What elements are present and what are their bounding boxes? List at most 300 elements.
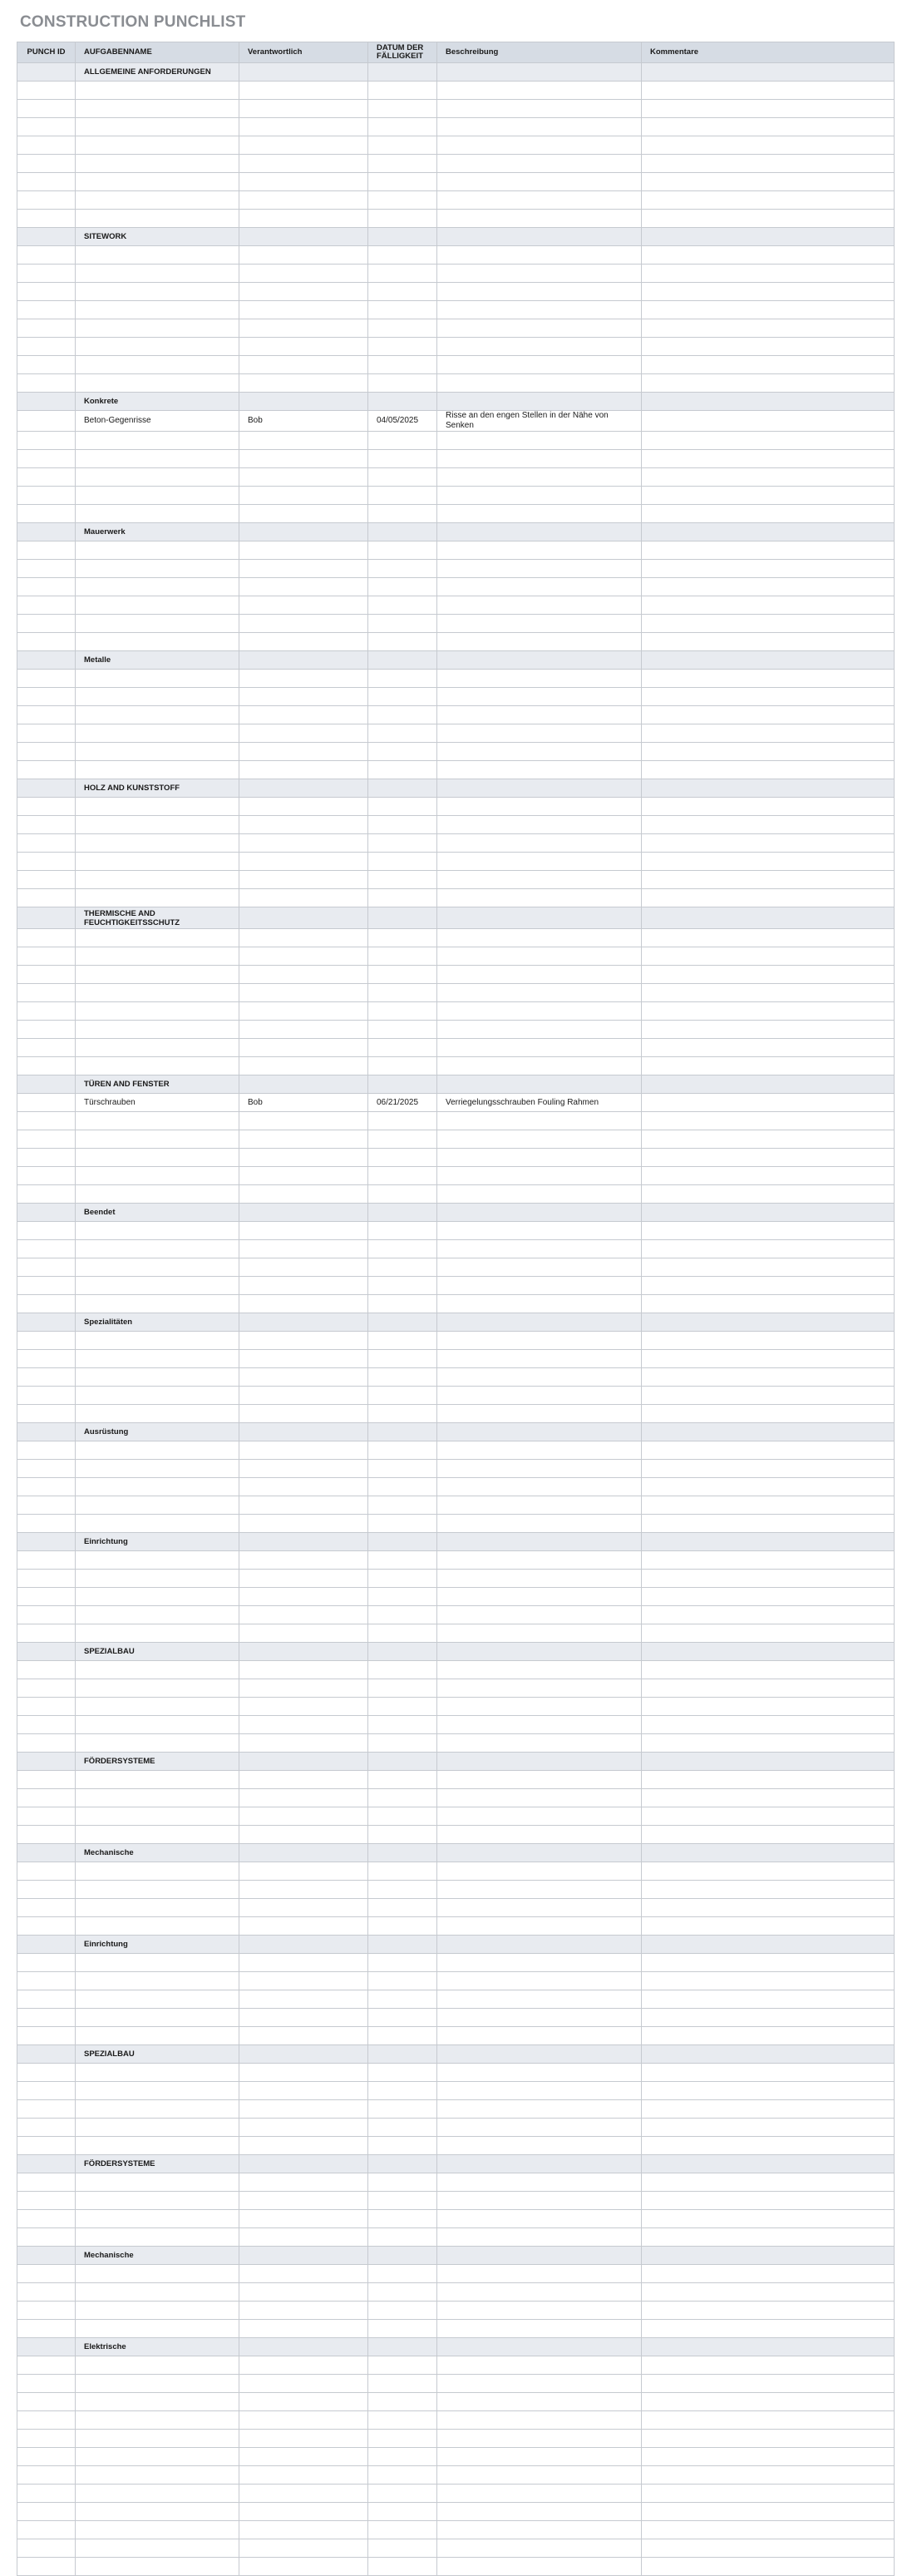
owner-cell[interactable]: [239, 450, 368, 468]
task-name-cell[interactable]: [76, 1972, 239, 1990]
due-date-cell[interactable]: [368, 2265, 437, 2283]
due-date-cell[interactable]: [368, 155, 437, 173]
description-cell[interactable]: [437, 1789, 642, 1807]
owner-cell[interactable]: [239, 633, 368, 651]
due-date-cell[interactable]: [368, 1167, 437, 1185]
comments-cell[interactable]: [642, 1679, 895, 1698]
comments-cell[interactable]: [642, 947, 895, 966]
due-date-cell[interactable]: [368, 761, 437, 779]
due-date-cell[interactable]: [368, 2558, 437, 2576]
comments-cell[interactable]: [642, 1990, 895, 2009]
punch-id-cell[interactable]: [17, 1002, 76, 1021]
punch-id-cell[interactable]: [17, 1771, 76, 1789]
owner-cell[interactable]: [239, 1112, 368, 1130]
description-cell[interactable]: [437, 1570, 642, 1588]
comments-cell[interactable]: [642, 1771, 895, 1789]
due-date-cell[interactable]: [368, 2009, 437, 2027]
due-date-cell[interactable]: [368, 798, 437, 816]
task-name-cell[interactable]: [76, 2027, 239, 2045]
owner-cell[interactable]: [239, 2356, 368, 2375]
owner-cell[interactable]: [239, 1734, 368, 1753]
punch-id-cell[interactable]: [17, 1149, 76, 1167]
description-cell[interactable]: [437, 2302, 642, 2320]
due-date-cell[interactable]: [368, 947, 437, 966]
comments-cell[interactable]: [642, 1460, 895, 1478]
task-name-cell[interactable]: [76, 283, 239, 301]
punch-id-cell[interactable]: [17, 1716, 76, 1734]
comments-cell[interactable]: [642, 1570, 895, 1588]
due-date-cell[interactable]: [368, 615, 437, 633]
comments-cell[interactable]: [642, 1789, 895, 1807]
owner-cell[interactable]: [239, 1698, 368, 1716]
comments-cell[interactable]: [642, 1862, 895, 1881]
due-date-cell[interactable]: [368, 1460, 437, 1478]
owner-cell[interactable]: [239, 1496, 368, 1515]
comments-cell[interactable]: [642, 578, 895, 596]
due-date-cell[interactable]: [368, 1185, 437, 1204]
owner-cell[interactable]: [239, 1917, 368, 1936]
due-date-cell[interactable]: [368, 1478, 437, 1496]
due-date-cell[interactable]: [368, 2539, 437, 2558]
due-date-cell[interactable]: [368, 1807, 437, 1826]
due-date-cell[interactable]: [368, 706, 437, 724]
punch-id-cell[interactable]: [17, 505, 76, 523]
task-name-cell[interactable]: [76, 1405, 239, 1423]
owner-cell[interactable]: [239, 136, 368, 155]
punch-id-cell[interactable]: [17, 2356, 76, 2375]
due-date-cell[interactable]: [368, 2411, 437, 2430]
task-name-cell[interactable]: [76, 1624, 239, 1643]
punch-id-cell[interactable]: [17, 596, 76, 615]
comments-cell[interactable]: [642, 706, 895, 724]
owner-cell[interactable]: [239, 578, 368, 596]
task-name-cell[interactable]: [76, 2320, 239, 2338]
punch-id-cell[interactable]: [17, 283, 76, 301]
punch-id-cell[interactable]: [17, 1478, 76, 1496]
task-name-cell[interactable]: [76, 1460, 239, 1478]
owner-cell[interactable]: [239, 2100, 368, 2119]
description-cell[interactable]: [437, 1478, 642, 1496]
owner-cell[interactable]: [239, 191, 368, 210]
task-name-cell[interactable]: [76, 2411, 239, 2430]
owner-cell[interactable]: [239, 1990, 368, 2009]
comments-cell[interactable]: [642, 100, 895, 118]
comments-cell[interactable]: [642, 2137, 895, 2155]
punch-id-cell[interactable]: [17, 1917, 76, 1936]
comments-cell[interactable]: [642, 1295, 895, 1313]
punch-id-cell[interactable]: [17, 560, 76, 578]
description-cell[interactable]: [437, 2448, 642, 2466]
owner-cell[interactable]: [239, 301, 368, 319]
comments-cell[interactable]: [642, 155, 895, 173]
owner-cell[interactable]: [239, 246, 368, 265]
task-name-cell[interactable]: [76, 301, 239, 319]
owner-cell[interactable]: [239, 155, 368, 173]
task-name-cell[interactable]: [76, 1112, 239, 1130]
punch-id-cell[interactable]: [17, 761, 76, 779]
due-date-cell[interactable]: [368, 136, 437, 155]
comments-cell[interactable]: [642, 1021, 895, 1039]
task-name-cell[interactable]: [76, 2485, 239, 2503]
comments-cell[interactable]: [642, 2539, 895, 2558]
owner-cell[interactable]: [239, 798, 368, 816]
due-date-cell[interactable]: [368, 1057, 437, 1075]
owner-cell[interactable]: [239, 1899, 368, 1917]
comments-cell[interactable]: [642, 1496, 895, 1515]
description-cell[interactable]: [437, 541, 642, 560]
due-date-cell[interactable]: [368, 2119, 437, 2137]
description-cell[interactable]: [437, 578, 642, 596]
description-cell[interactable]: [437, 1112, 642, 1130]
description-cell[interactable]: [437, 1387, 642, 1405]
task-name-cell[interactable]: [76, 1295, 239, 1313]
task-name-cell[interactable]: [76, 2228, 239, 2247]
task-name-cell[interactable]: [76, 2302, 239, 2320]
owner-cell[interactable]: [239, 2009, 368, 2027]
description-cell[interactable]: [437, 1734, 642, 1753]
due-date-cell[interactable]: [368, 2027, 437, 2045]
owner-cell[interactable]: [239, 1972, 368, 1990]
task-name-cell[interactable]: [76, 1771, 239, 1789]
description-cell[interactable]: [437, 1551, 642, 1570]
due-date-cell[interactable]: [368, 2430, 437, 2448]
task-name-cell[interactable]: [76, 596, 239, 615]
owner-cell[interactable]: [239, 2430, 368, 2448]
punch-id-cell[interactable]: [17, 2503, 76, 2521]
due-date-cell[interactable]: [368, 2503, 437, 2521]
comments-cell[interactable]: [642, 596, 895, 615]
comments-cell[interactable]: [642, 1441, 895, 1460]
task-name-cell[interactable]: [76, 2430, 239, 2448]
comments-cell[interactable]: [642, 2503, 895, 2521]
task-name-cell[interactable]: [76, 155, 239, 173]
task-name-cell[interactable]: [76, 615, 239, 633]
task-name-cell[interactable]: [76, 505, 239, 523]
due-date-cell[interactable]: [368, 984, 437, 1002]
due-date-cell[interactable]: [368, 1716, 437, 1734]
comments-cell[interactable]: [642, 265, 895, 283]
comments-cell[interactable]: [642, 1112, 895, 1130]
task-name-cell[interactable]: [76, 1917, 239, 1936]
due-date-cell[interactable]: [368, 487, 437, 505]
comments-cell[interactable]: [642, 246, 895, 265]
task-name-cell[interactable]: [76, 1277, 239, 1295]
punch-id-cell[interactable]: [17, 929, 76, 947]
task-name-cell[interactable]: [76, 724, 239, 743]
owner-cell[interactable]: [239, 889, 368, 907]
owner-cell[interactable]: [239, 2558, 368, 2576]
owner-cell[interactable]: [239, 356, 368, 374]
comments-cell[interactable]: [642, 1515, 895, 1533]
punch-id-cell[interactable]: [17, 1441, 76, 1460]
owner-cell[interactable]: [239, 118, 368, 136]
comments-cell[interactable]: [642, 1661, 895, 1679]
owner-cell[interactable]: [239, 1441, 368, 1460]
task-name-cell[interactable]: [76, 2539, 239, 2558]
comments-cell[interactable]: [642, 633, 895, 651]
due-date-cell[interactable]: [368, 871, 437, 889]
punch-id-cell[interactable]: [17, 670, 76, 688]
description-cell[interactable]: [437, 2137, 642, 2155]
owner-cell[interactable]: Bob: [239, 1094, 368, 1112]
owner-cell[interactable]: [239, 1661, 368, 1679]
due-date-cell[interactable]: [368, 2302, 437, 2320]
comments-cell[interactable]: [642, 1185, 895, 1204]
punch-id-cell[interactable]: [17, 1807, 76, 1826]
due-date-cell[interactable]: [368, 82, 437, 100]
task-name-cell[interactable]: [76, 1167, 239, 1185]
due-date-cell[interactable]: [368, 1496, 437, 1515]
task-name-cell[interactable]: [76, 374, 239, 393]
description-cell[interactable]: [437, 155, 642, 173]
description-cell[interactable]: [437, 2173, 642, 2192]
punch-id-cell[interactable]: [17, 1551, 76, 1570]
description-cell[interactable]: [437, 889, 642, 907]
task-name-cell[interactable]: [76, 1789, 239, 1807]
comments-cell[interactable]: [642, 374, 895, 393]
task-name-cell[interactable]: [76, 1350, 239, 1368]
due-date-cell[interactable]: [368, 633, 437, 651]
owner-cell[interactable]: [239, 2411, 368, 2430]
owner-cell[interactable]: [239, 1588, 368, 1606]
punch-id-cell[interactable]: [17, 2009, 76, 2027]
task-name-cell[interactable]: [76, 1661, 239, 1679]
punch-id-cell[interactable]: [17, 2228, 76, 2247]
comments-cell[interactable]: [642, 1258, 895, 1277]
description-cell[interactable]: [437, 615, 642, 633]
owner-cell[interactable]: [239, 966, 368, 984]
due-date-cell[interactable]: [368, 1258, 437, 1277]
description-cell[interactable]: [437, 173, 642, 191]
punch-id-cell[interactable]: [17, 118, 76, 136]
punch-id-cell[interactable]: [17, 1990, 76, 2009]
punch-id-cell[interactable]: [17, 191, 76, 210]
description-cell[interactable]: [437, 1881, 642, 1899]
comments-cell[interactable]: [642, 2100, 895, 2119]
comments-cell[interactable]: [642, 1588, 895, 1606]
punch-id-cell[interactable]: [17, 1826, 76, 1844]
description-cell[interactable]: [437, 871, 642, 889]
comments-cell[interactable]: [642, 1807, 895, 1826]
owner-cell[interactable]: [239, 1789, 368, 1807]
owner-cell[interactable]: [239, 1551, 368, 1570]
description-cell[interactable]: [437, 450, 642, 468]
comments-cell[interactable]: [642, 798, 895, 816]
task-name-cell[interactable]: [76, 1899, 239, 1917]
comments-cell[interactable]: [642, 2356, 895, 2375]
comments-cell[interactable]: [642, 338, 895, 356]
due-date-cell[interactable]: [368, 2320, 437, 2338]
punch-id-cell[interactable]: [17, 173, 76, 191]
task-name-cell[interactable]: [76, 2466, 239, 2485]
due-date-cell[interactable]: [368, 1441, 437, 1460]
punch-id-cell[interactable]: [17, 2173, 76, 2192]
description-cell[interactable]: [437, 265, 642, 283]
punch-id-cell[interactable]: [17, 1332, 76, 1350]
task-name-cell[interactable]: [76, 1240, 239, 1258]
owner-cell[interactable]: [239, 1826, 368, 1844]
due-date-cell[interactable]: 04/05/2025: [368, 411, 437, 432]
description-cell[interactable]: [437, 2356, 642, 2375]
comments-cell[interactable]: [642, 966, 895, 984]
due-date-cell[interactable]: [368, 450, 437, 468]
description-cell[interactable]: [437, 724, 642, 743]
owner-cell[interactable]: [239, 2283, 368, 2302]
task-name-cell[interactable]: [76, 2064, 239, 2082]
owner-cell[interactable]: [239, 1954, 368, 1972]
due-date-cell[interactable]: [368, 319, 437, 338]
description-cell[interactable]: [437, 2228, 642, 2247]
owner-cell[interactable]: [239, 505, 368, 523]
task-name-cell[interactable]: [76, 761, 239, 779]
task-name-cell[interactable]: [76, 1441, 239, 1460]
punch-id-cell[interactable]: [17, 889, 76, 907]
punch-id-cell[interactable]: [17, 338, 76, 356]
description-cell[interactable]: [437, 761, 642, 779]
description-cell[interactable]: [437, 1258, 642, 1277]
description-cell[interactable]: [437, 191, 642, 210]
task-name-cell[interactable]: [76, 1149, 239, 1167]
punch-id-cell[interactable]: [17, 871, 76, 889]
punch-id-cell[interactable]: [17, 2283, 76, 2302]
punch-id-cell[interactable]: [17, 984, 76, 1002]
punch-id-cell[interactable]: [17, 816, 76, 834]
owner-cell[interactable]: [239, 2064, 368, 2082]
comments-cell[interactable]: [642, 929, 895, 947]
description-cell[interactable]: [437, 1807, 642, 1826]
description-cell[interactable]: [437, 374, 642, 393]
comments-cell[interactable]: [642, 283, 895, 301]
punch-id-cell[interactable]: [17, 301, 76, 319]
description-cell[interactable]: [437, 1039, 642, 1057]
due-date-cell[interactable]: [368, 1149, 437, 1167]
task-name-cell[interactable]: [76, 1185, 239, 1204]
due-date-cell[interactable]: [368, 2375, 437, 2393]
punch-id-cell[interactable]: [17, 1460, 76, 1478]
due-date-cell[interactable]: [368, 743, 437, 761]
owner-cell[interactable]: [239, 929, 368, 947]
owner-cell[interactable]: [239, 1130, 368, 1149]
punch-id-cell[interactable]: [17, 2119, 76, 2137]
owner-cell[interactable]: [239, 2448, 368, 2466]
due-date-cell[interactable]: [368, 1606, 437, 1624]
punch-id-cell[interactable]: [17, 1277, 76, 1295]
due-date-cell[interactable]: [368, 1130, 437, 1149]
punch-id-cell[interactable]: [17, 1570, 76, 1588]
due-date-cell[interactable]: [368, 505, 437, 523]
owner-cell[interactable]: [239, 2485, 368, 2503]
task-name-cell[interactable]: [76, 1258, 239, 1277]
owner-cell[interactable]: [239, 1478, 368, 1496]
task-name-cell[interactable]: [76, 487, 239, 505]
description-cell[interactable]: Risse an den engen Stellen in der Nähe von Senken: [437, 411, 642, 432]
comments-cell[interactable]: [642, 743, 895, 761]
owner-cell[interactable]: [239, 2082, 368, 2100]
due-date-cell[interactable]: [368, 670, 437, 688]
comments-cell[interactable]: [642, 2173, 895, 2192]
punch-id-cell[interactable]: [17, 2320, 76, 2338]
comments-cell[interactable]: [642, 1387, 895, 1405]
comments-cell[interactable]: [642, 1057, 895, 1075]
due-date-cell[interactable]: [368, 1990, 437, 2009]
description-cell[interactable]: [437, 319, 642, 338]
task-name-cell[interactable]: [76, 816, 239, 834]
description-cell[interactable]: [437, 2192, 642, 2210]
punch-id-cell[interactable]: [17, 1094, 76, 1112]
task-name-cell[interactable]: [76, 246, 239, 265]
description-cell[interactable]: [437, 984, 642, 1002]
due-date-cell[interactable]: [368, 468, 437, 487]
due-date-cell[interactable]: [368, 432, 437, 450]
punch-id-cell[interactable]: [17, 2466, 76, 2485]
owner-cell[interactable]: [239, 100, 368, 118]
punch-id-cell[interactable]: [17, 2521, 76, 2539]
comments-cell[interactable]: [642, 2283, 895, 2302]
due-date-cell[interactable]: [368, 1277, 437, 1295]
punch-id-cell[interactable]: [17, 2302, 76, 2320]
owner-cell[interactable]: [239, 1862, 368, 1881]
description-cell[interactable]: [437, 1496, 642, 1515]
task-name-cell[interactable]: [76, 210, 239, 228]
description-cell[interactable]: [437, 246, 642, 265]
description-cell[interactable]: [437, 1130, 642, 1149]
comments-cell[interactable]: [642, 2192, 895, 2210]
task-name-cell[interactable]: [76, 984, 239, 1002]
owner-cell[interactable]: [239, 541, 368, 560]
due-date-cell[interactable]: [368, 2228, 437, 2247]
owner-cell[interactable]: [239, 1405, 368, 1423]
punch-id-cell[interactable]: [17, 1862, 76, 1881]
due-date-cell[interactable]: [368, 2064, 437, 2082]
due-date-cell[interactable]: [368, 246, 437, 265]
comments-cell[interactable]: [642, 2302, 895, 2320]
punch-id-cell[interactable]: [17, 798, 76, 816]
due-date-cell[interactable]: [368, 834, 437, 853]
due-date-cell[interactable]: [368, 2210, 437, 2228]
owner-cell[interactable]: [239, 1167, 368, 1185]
task-name-cell[interactable]: [76, 432, 239, 450]
description-cell[interactable]: [437, 1295, 642, 1313]
punch-id-cell[interactable]: [17, 82, 76, 100]
owner-cell[interactable]: [239, 1624, 368, 1643]
owner-cell[interactable]: [239, 283, 368, 301]
description-cell[interactable]: [437, 1167, 642, 1185]
task-name-cell[interactable]: [76, 966, 239, 984]
owner-cell[interactable]: [239, 487, 368, 505]
punch-id-cell[interactable]: [17, 2027, 76, 2045]
description-cell[interactable]: [437, 2521, 642, 2539]
due-date-cell[interactable]: [368, 2448, 437, 2466]
task-name-cell[interactable]: [76, 118, 239, 136]
task-name-cell[interactable]: [76, 2393, 239, 2411]
task-name-cell[interactable]: [76, 1387, 239, 1405]
task-name-cell[interactable]: [76, 2265, 239, 2283]
comments-cell[interactable]: [642, 853, 895, 871]
punch-id-cell[interactable]: [17, 2082, 76, 2100]
punch-id-cell[interactable]: [17, 1734, 76, 1753]
description-cell[interactable]: [437, 505, 642, 523]
owner-cell[interactable]: [239, 1368, 368, 1387]
punch-id-cell[interactable]: [17, 688, 76, 706]
owner-cell[interactable]: [239, 1240, 368, 1258]
description-cell[interactable]: [437, 1917, 642, 1936]
comments-cell[interactable]: [642, 432, 895, 450]
due-date-cell[interactable]: [368, 2356, 437, 2375]
owner-cell[interactable]: [239, 1807, 368, 1826]
due-date-cell[interactable]: [368, 816, 437, 834]
description-cell[interactable]: [437, 2411, 642, 2430]
due-date-cell[interactable]: [368, 118, 437, 136]
